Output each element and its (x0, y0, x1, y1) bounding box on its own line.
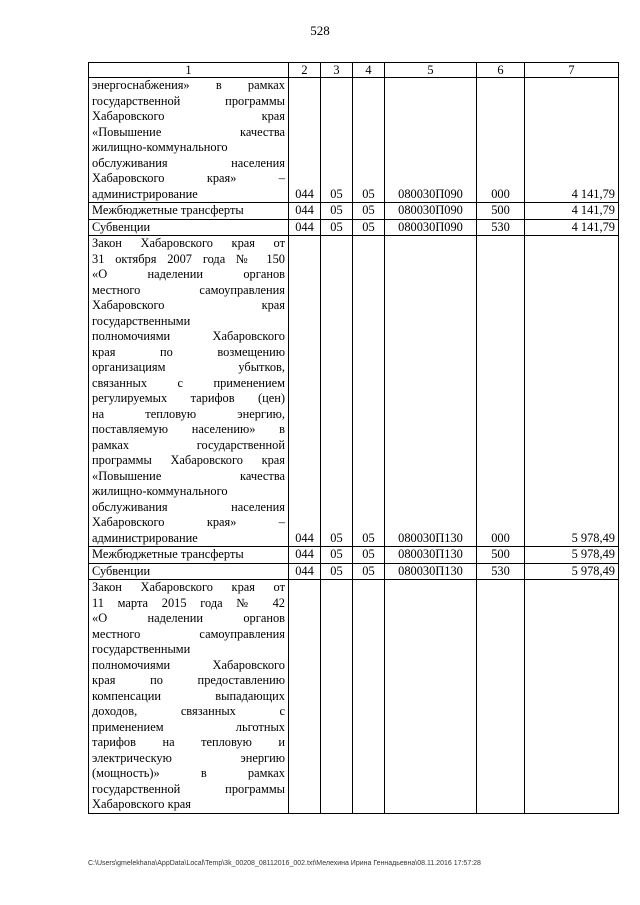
amount-cell: 5 978,49 (525, 547, 619, 564)
table-body (89, 78, 619, 814)
row-name-line: края по предоставлению (92, 673, 285, 687)
row-name-line: рамках государственной (92, 437, 285, 452)
amount-cell: 4 141,79 (525, 203, 619, 220)
row-name-line: поставляемую населению» в (92, 422, 285, 436)
section-cell: 05 (321, 563, 353, 580)
expense-type-cell: 000 (477, 236, 525, 547)
row-name-cell (89, 547, 289, 564)
row-name-line: обслуживания населения (92, 499, 285, 514)
row-name-line: государственной программы (92, 93, 285, 108)
row-name-line: Субвенции (92, 219, 151, 234)
row-name-line: государственными (92, 642, 191, 656)
table-row (89, 563, 619, 580)
target-article-cell: 080030П130 (385, 547, 477, 564)
row-name-line: доходов, связанных с (92, 704, 285, 718)
subsection-cell: 05 (353, 78, 385, 203)
row-name-line: электрическую энергию (92, 750, 285, 765)
row-name-cell (89, 580, 289, 814)
expense-type-cell: 500 (477, 203, 525, 220)
expense-type-cell (477, 580, 525, 814)
row-name-cell (89, 563, 289, 580)
row-name-line: тарифов на тепловую и (92, 735, 285, 749)
section-cell: 05 (321, 78, 353, 203)
row-name-line: энергоснабжения» в рамках (92, 78, 285, 92)
amount-cell: 4 141,79 (525, 219, 619, 236)
row-name-line: местного самоуправления (92, 282, 285, 297)
row-name-line: на тепловую энергию, (92, 406, 285, 421)
row-name-line: программы Хабаровского края (92, 453, 285, 467)
row-name-line: Хабаровского края (92, 298, 285, 312)
footer-file-path: C:\Users\gmelekhana\AppData\Local\Temp\3k_00208_08112016_002.txt\Мелехина Ирина Геннадьевна\08.11.2016 17:57:28 (88, 860, 481, 867)
row-name-line: (мощность)» в рамках (92, 766, 285, 780)
column-header: 3 (321, 63, 353, 78)
row-name-line: «Повышение качества (92, 468, 285, 483)
admin-code-cell: 044 (289, 78, 321, 203)
row-name-line: 31 октября 2007 года № 150 (92, 251, 285, 266)
amount-cell (525, 580, 619, 814)
row-name-line: Хабаровского края (92, 797, 191, 811)
column-header: 1 (89, 63, 289, 78)
amount-cell: 5 978,49 (525, 563, 619, 580)
row-name-line: Межбюджетные трансферты (92, 203, 244, 217)
section-cell: 05 (321, 219, 353, 236)
page-number: 528 (310, 23, 330, 38)
table-row (89, 219, 619, 236)
row-name-line: Закон Хабаровского края от (92, 236, 285, 250)
budget-table (88, 62, 619, 814)
row-name-line: Субвенции (92, 563, 151, 578)
row-name-line: жилищно-коммунального (92, 140, 228, 154)
expense-type-cell: 500 (477, 547, 525, 564)
section-cell: 05 (321, 547, 353, 564)
row-name-line: государственной программы (92, 781, 285, 796)
target-article-cell: 080030П090 (385, 219, 477, 236)
subsection-cell: 05 (353, 236, 385, 547)
row-name-line: применением льготных (92, 719, 285, 734)
table-row (89, 78, 619, 203)
row-name-line: администрирование (92, 530, 198, 545)
table-row (89, 580, 619, 814)
table-row (89, 203, 619, 220)
subsection-cell: 05 (353, 203, 385, 220)
subsection-cell: 05 (353, 547, 385, 564)
row-name-line: полномочиями Хабаровского (92, 657, 285, 672)
row-name-line: государственными (92, 313, 191, 328)
row-name-cell (89, 78, 289, 203)
row-name-cell (89, 236, 289, 547)
row-name-line: «Повышение качества (92, 124, 285, 139)
row-name-line: связанных с применением (92, 375, 285, 390)
subsection-cell: 05 (353, 219, 385, 236)
subsection-cell (353, 580, 385, 814)
admin-code-cell: 044 (289, 203, 321, 220)
table-header-row (89, 63, 619, 78)
expense-type-cell: 000 (477, 78, 525, 203)
section-cell (321, 580, 353, 814)
table-row (89, 236, 619, 547)
target-article-cell: 080030П090 (385, 203, 477, 220)
subsection-cell: 05 (353, 563, 385, 580)
column-header: 5 (385, 63, 477, 78)
admin-code-cell: 044 (289, 236, 321, 547)
row-name-line: Закон Хабаровского края от (92, 580, 285, 594)
row-name-line: регулируемых тарифов (цен) (92, 391, 285, 405)
row-name-line: Межбюджетные трансферты (92, 547, 244, 561)
table-row (89, 547, 619, 564)
row-name-line: компенсации выпадающих (92, 688, 285, 703)
column-header: 4 (353, 63, 385, 78)
amount-cell: 5 978,49 (525, 236, 619, 547)
row-name-line: 11 марта 2015 года № 42 (92, 595, 285, 610)
row-name-line: Хабаровского края» – (92, 515, 285, 529)
admin-code-cell (289, 580, 321, 814)
row-name-line: полномочиями Хабаровского (92, 329, 285, 343)
row-name-line: «О наделении органов (92, 267, 285, 281)
column-header: 6 (477, 63, 525, 78)
column-header: 2 (289, 63, 321, 78)
section-cell: 05 (321, 203, 353, 220)
target-article-cell: 080030П090 (385, 78, 477, 203)
target-article-cell (385, 580, 477, 814)
row-name-line: «О наделении органов (92, 611, 285, 625)
row-name-line: обслуживания населения (92, 155, 285, 170)
row-name-line: Хабаровского края (92, 109, 285, 123)
row-name-cell (89, 203, 289, 220)
target-article-cell: 080030П130 (385, 236, 477, 547)
row-name-line: жилищно-коммунального (92, 484, 228, 498)
row-name-line: организациям убытков, (92, 360, 285, 374)
row-name-line: местного самоуправления (92, 626, 285, 641)
admin-code-cell: 044 (289, 219, 321, 236)
column-header: 7 (525, 63, 619, 78)
target-article-cell: 080030П130 (385, 563, 477, 580)
admin-code-cell: 044 (289, 563, 321, 580)
amount-cell: 4 141,79 (525, 78, 619, 203)
row-name-cell (89, 219, 289, 236)
row-name-line: администрирование (92, 186, 198, 201)
expense-type-cell: 530 (477, 563, 525, 580)
section-cell: 05 (321, 236, 353, 547)
expense-type-cell: 530 (477, 219, 525, 236)
row-name-line: Хабаровского края» – (92, 171, 285, 185)
admin-code-cell: 044 (289, 547, 321, 564)
row-name-line: края по возмещению (92, 344, 285, 359)
